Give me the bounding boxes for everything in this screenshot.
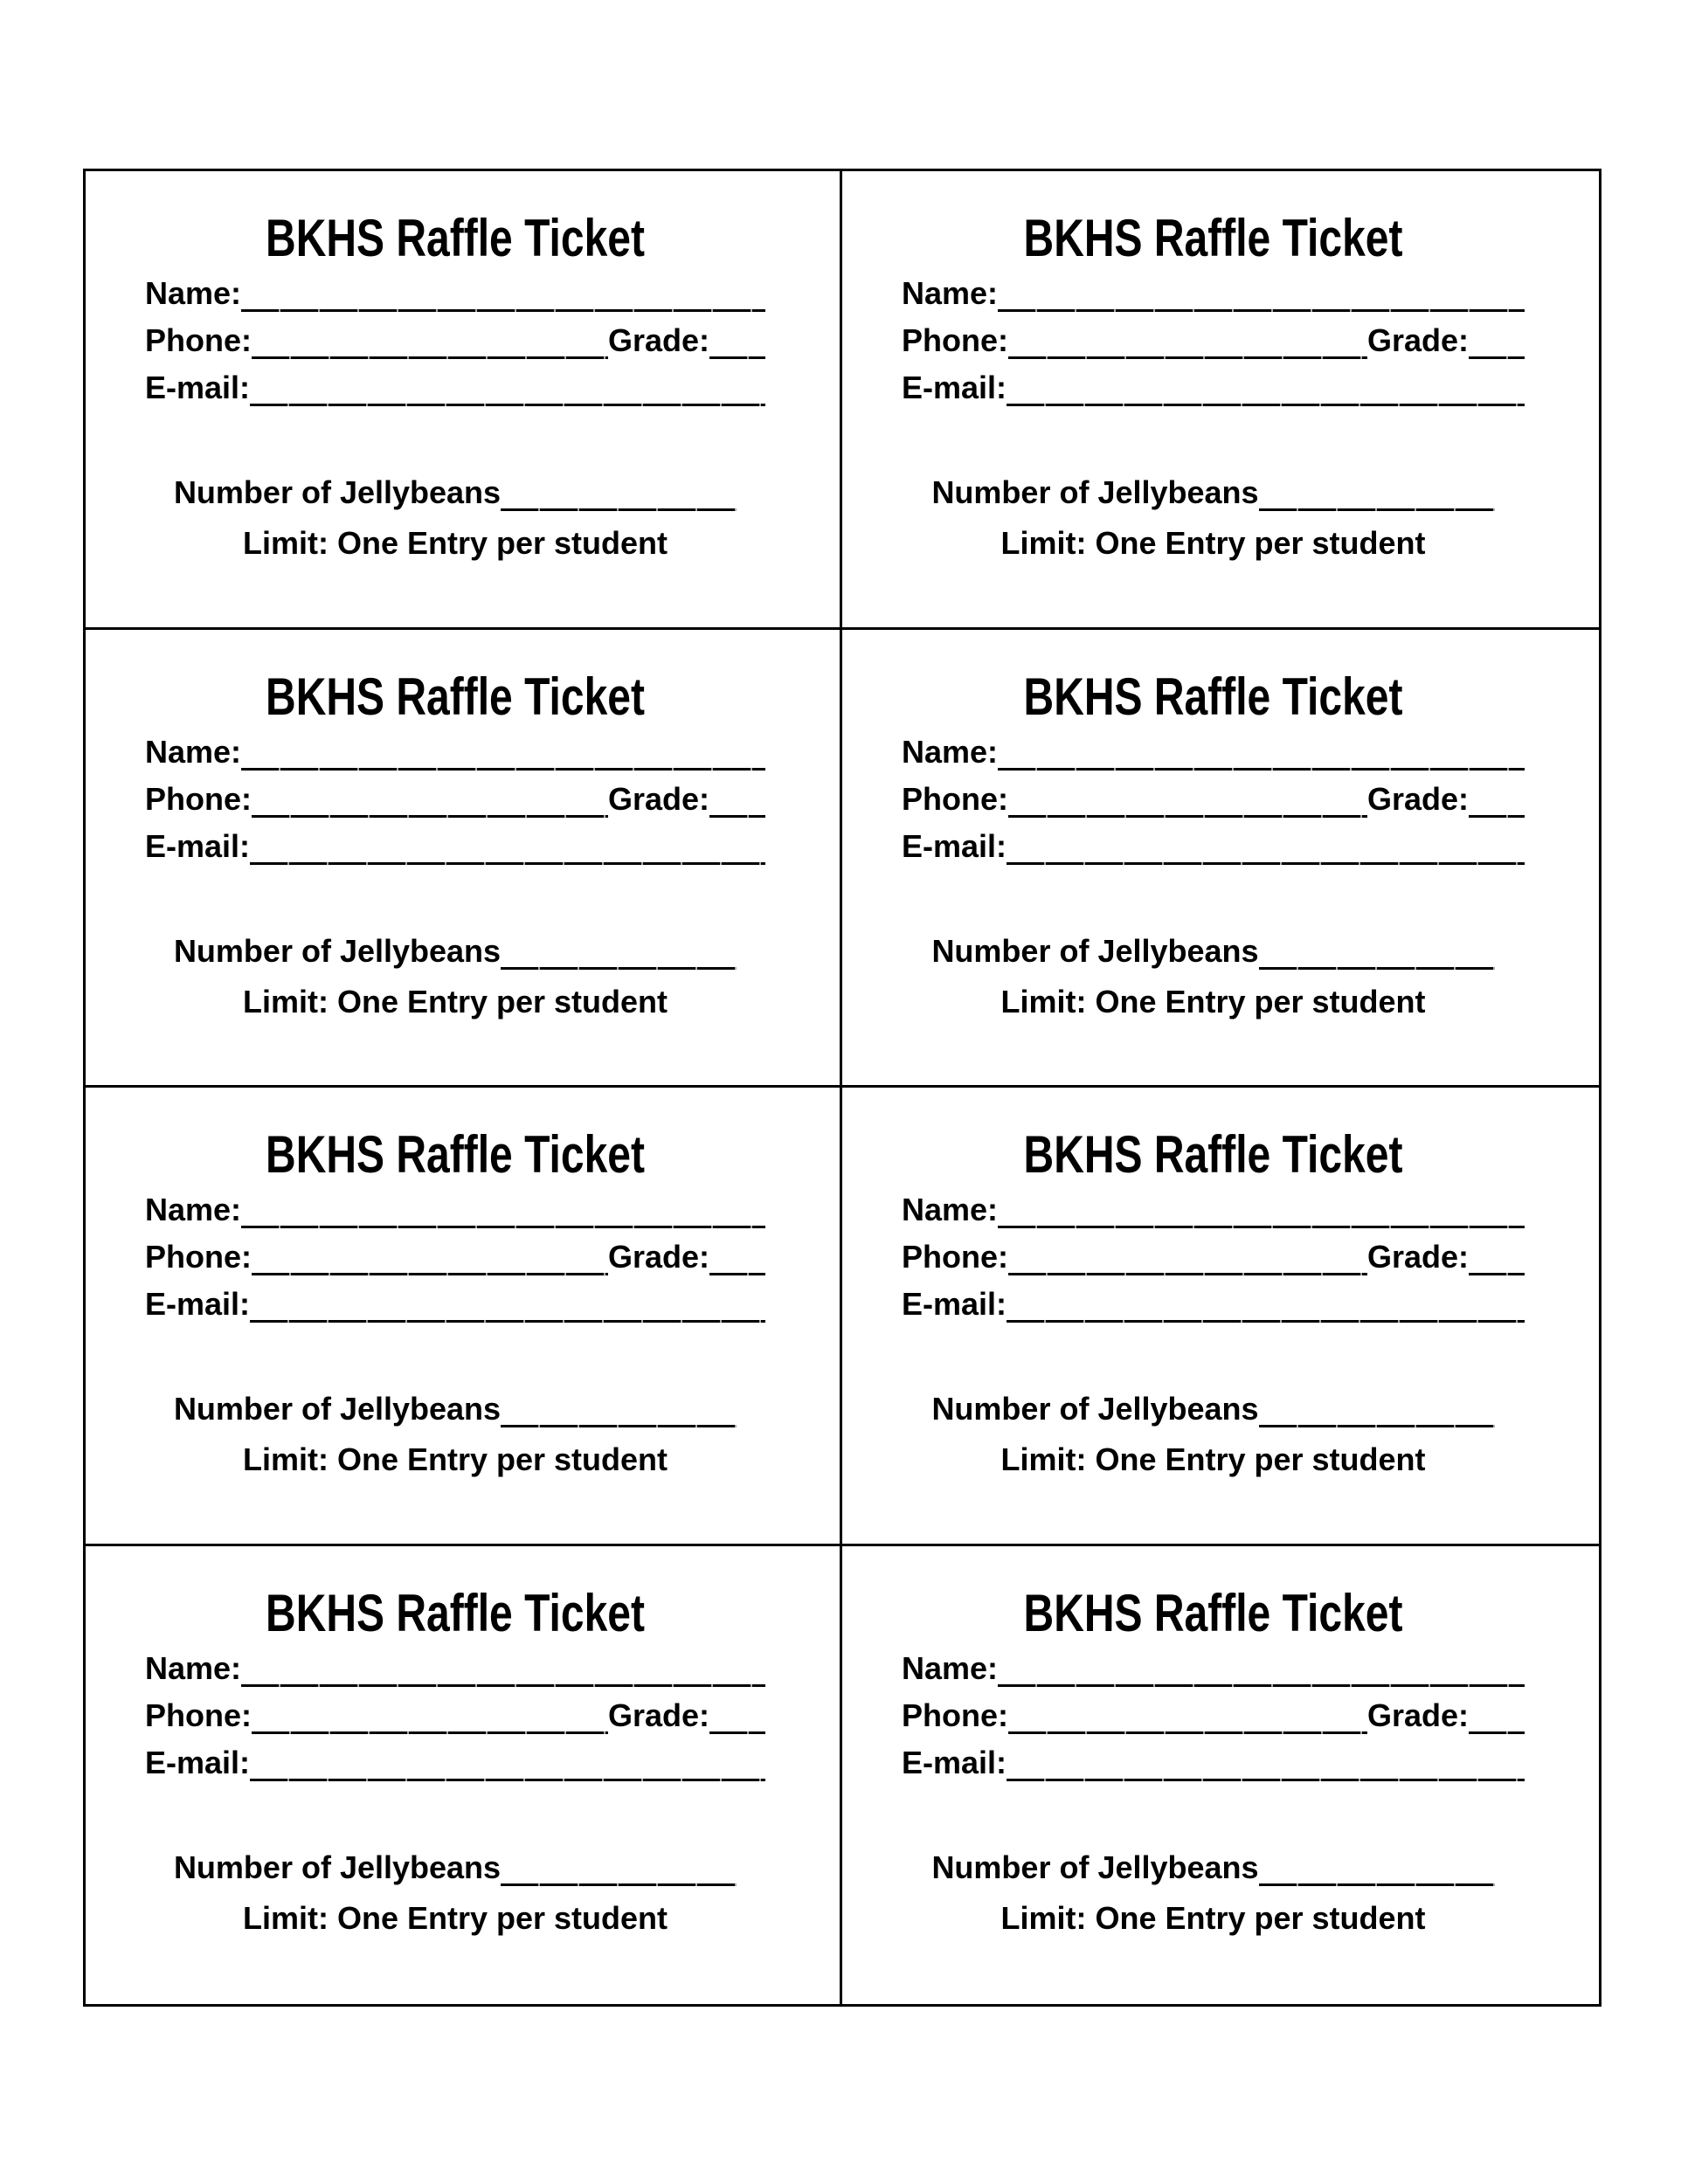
jellybeans-fill-line	[1259, 967, 1495, 970]
grade-label: Grade:	[607, 780, 709, 817]
grade-label: Grade:	[1366, 1697, 1469, 1733]
grade-fill-line	[709, 1731, 765, 1734]
name-row	[902, 270, 1525, 317]
raffle-ticket	[86, 171, 842, 630]
limit-note: Limit: One Entry per student	[242, 983, 668, 1019]
phone-fill-line	[1008, 1273, 1367, 1275]
grade-fill-line	[1469, 356, 1525, 359]
limit-note: Limit: One Entry per student	[242, 1899, 668, 1936]
phone-row	[145, 1234, 765, 1281]
jellybeans-row	[145, 1386, 765, 1433]
raffle-ticket	[86, 1546, 842, 2005]
jellybeans-label: Number of Jellybeans	[931, 474, 1259, 510]
grade-fill-line	[709, 1273, 765, 1275]
ticket-fields	[145, 1186, 765, 1328]
jellybeans-fill-line	[1259, 1883, 1495, 1886]
name-row	[145, 1645, 765, 1692]
phone-label: Phone:	[902, 1239, 1008, 1275]
limit-note: Limit: One Entry per student	[1000, 1441, 1426, 1477]
phone-label: Phone:	[145, 1697, 252, 1733]
ticket-title: BKHS Raffle Ticket	[1023, 1125, 1403, 1184]
email-fill-line	[250, 862, 765, 865]
name-row	[902, 1186, 1525, 1234]
jellybeans-fill-line	[501, 967, 737, 970]
email-row	[902, 1281, 1525, 1328]
jellybeans-label: Number of Jellybeans	[173, 1849, 502, 1885]
email-row	[902, 364, 1525, 411]
name-label: Name:	[145, 275, 242, 311]
phone-fill-line	[1008, 1731, 1367, 1734]
name-row	[145, 270, 765, 317]
phone-fill-line	[252, 815, 608, 818]
name-label: Name:	[902, 275, 999, 311]
email-row	[145, 1739, 765, 1787]
grade-label: Grade:	[1366, 322, 1469, 358]
name-fill-line	[998, 1684, 1525, 1687]
jellybeans-fill-line	[501, 1883, 737, 1886]
jellybeans-row	[902, 469, 1525, 516]
name-row	[145, 729, 765, 776]
phone-label: Phone:	[145, 322, 252, 358]
phone-fill-line	[1008, 815, 1367, 818]
phone-fill-line	[252, 356, 608, 359]
ticket-fields	[902, 1645, 1525, 1787]
phone-row	[145, 776, 765, 823]
raffle-ticket	[842, 630, 1599, 1089]
ticket-title: BKHS Raffle Ticket	[1023, 209, 1403, 267]
email-label: E-mail:	[145, 1744, 251, 1780]
ticket-title: BKHS Raffle Ticket	[1023, 1583, 1403, 1642]
phone-label: Phone:	[145, 1239, 252, 1275]
grade-fill-line	[709, 356, 765, 359]
jellybeans-row	[145, 928, 765, 975]
email-label: E-mail:	[902, 827, 1007, 864]
jellybeans-fill-line	[501, 1425, 737, 1427]
jellybeans-label: Number of Jellybeans	[173, 1391, 502, 1427]
ticket-title: BKHS Raffle Ticket	[266, 1125, 645, 1184]
name-label: Name:	[902, 733, 999, 770]
ticket-title: BKHS Raffle Ticket	[266, 667, 645, 726]
jellybeans-row	[145, 1844, 765, 1891]
name-fill-line	[241, 1226, 765, 1228]
name-row	[902, 1645, 1525, 1692]
email-row	[145, 823, 765, 870]
jellybeans-label: Number of Jellybeans	[173, 932, 502, 969]
ticket-fields	[145, 729, 765, 870]
name-fill-line	[998, 768, 1525, 771]
grade-fill-line	[1469, 1273, 1525, 1275]
name-label: Name:	[145, 1192, 242, 1227]
email-label: E-mail:	[145, 827, 251, 864]
name-fill-line	[241, 768, 765, 771]
email-fill-line	[1007, 404, 1525, 406]
raffle-ticket	[86, 1088, 842, 1546]
email-fill-line	[250, 404, 765, 406]
email-label: E-mail:	[902, 1744, 1007, 1780]
grade-label: Grade:	[607, 322, 709, 358]
limit-note: Limit: One Entry per student	[1000, 525, 1426, 561]
phone-fill-line	[252, 1731, 608, 1734]
raffle-ticket	[86, 630, 842, 1089]
phone-row	[902, 1692, 1525, 1739]
grade-label: Grade:	[607, 1239, 709, 1275]
jellybeans-row	[902, 1844, 1525, 1891]
name-fill-line	[998, 1226, 1525, 1228]
phone-fill-line	[252, 1273, 608, 1275]
name-label: Name:	[145, 1649, 242, 1686]
limit-note: Limit: One Entry per student	[242, 1441, 668, 1477]
grade-label: Grade:	[607, 1697, 709, 1733]
grade-label: Grade:	[1366, 1239, 1469, 1275]
ticket-fields	[902, 729, 1525, 870]
phone-row	[902, 317, 1525, 364]
email-fill-line	[1007, 1779, 1525, 1781]
name-row	[145, 1186, 765, 1234]
name-label: Name:	[902, 1649, 999, 1686]
email-fill-line	[250, 1320, 765, 1323]
name-fill-line	[241, 1684, 765, 1687]
jellybeans-fill-line	[1259, 508, 1495, 511]
ticket-title: BKHS Raffle Ticket	[266, 209, 645, 267]
ticket-fields	[145, 1645, 765, 1787]
phone-row	[902, 776, 1525, 823]
grade-fill-line	[1469, 1731, 1525, 1734]
email-label: E-mail:	[902, 1286, 1007, 1322]
ticket-title: BKHS Raffle Ticket	[1023, 667, 1403, 726]
email-label: E-mail:	[902, 370, 1007, 405]
phone-row	[145, 1692, 765, 1739]
email-label: E-mail:	[145, 370, 251, 405]
raffle-ticket	[842, 171, 1599, 630]
ticket-title: BKHS Raffle Ticket	[266, 1583, 645, 1642]
phone-row	[145, 317, 765, 364]
email-label: E-mail:	[145, 1286, 251, 1322]
phone-label: Phone:	[902, 780, 1008, 817]
jellybeans-row	[902, 928, 1525, 975]
email-row	[145, 1281, 765, 1328]
phone-fill-line	[1008, 356, 1367, 359]
phone-label: Phone:	[145, 780, 252, 817]
email-row	[145, 364, 765, 411]
ticket-grid	[83, 169, 1602, 2007]
jellybeans-label: Number of Jellybeans	[931, 1391, 1259, 1427]
email-fill-line	[1007, 1320, 1525, 1323]
phone-label: Phone:	[902, 322, 1008, 358]
raffle-ticket	[842, 1546, 1599, 2005]
grade-fill-line	[1469, 815, 1525, 818]
name-fill-line	[998, 309, 1525, 312]
name-row	[902, 729, 1525, 776]
ticket-fields	[145, 270, 765, 411]
name-label: Name:	[902, 1192, 999, 1227]
jellybeans-row	[902, 1386, 1525, 1433]
grade-fill-line	[709, 815, 765, 818]
limit-note: Limit: One Entry per student	[242, 525, 668, 561]
jellybeans-label: Number of Jellybeans	[173, 474, 502, 510]
grade-label: Grade:	[1366, 780, 1469, 817]
ticket-fields	[902, 1186, 1525, 1328]
jellybeans-fill-line	[1259, 1425, 1495, 1427]
name-fill-line	[241, 309, 765, 312]
name-label: Name:	[145, 733, 242, 770]
email-row	[902, 823, 1525, 870]
phone-label: Phone:	[902, 1697, 1008, 1733]
jellybeans-label: Number of Jellybeans	[931, 932, 1259, 969]
email-fill-line	[1007, 862, 1525, 865]
jellybeans-label: Number of Jellybeans	[931, 1849, 1259, 1885]
email-fill-line	[250, 1779, 765, 1781]
email-row	[902, 1739, 1525, 1787]
jellybeans-row	[145, 469, 765, 516]
limit-note: Limit: One Entry per student	[1000, 983, 1426, 1019]
phone-row	[902, 1234, 1525, 1281]
raffle-ticket	[842, 1088, 1599, 1546]
limit-note: Limit: One Entry per student	[1000, 1899, 1426, 1936]
ticket-fields	[902, 270, 1525, 411]
jellybeans-fill-line	[501, 508, 737, 511]
